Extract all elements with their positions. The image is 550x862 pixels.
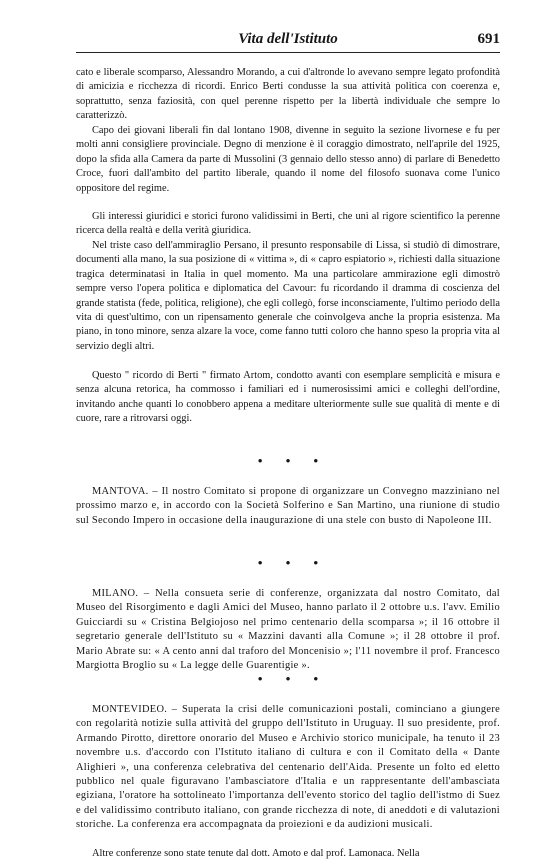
- section-separator: • • •: [257, 555, 329, 570]
- paragraph: cato e liberale scomparso, Alessandro Morando, a cui d'altronde lo avevano sempre legato profondità di amicizia e ricchezza di ricordi. Enrico Berti condusse la sua attività politica con coerenza e, soprattutto, senza faziosità, con quel perenne rispetto per la libertà individuale che sempre lo caratterizzò.: [76, 67, 500, 122]
- paragraph: Questo " ricordo di Berti " firmato Artom, condotto avanti con esemplare semplicità e misura e senza alcuna retorica, ha commosso i familiari ed i numerosissimi amici e colleghi dell'ordine, invitando anche quanti lo conobbero appena a meditare ulteriormente sulle sue qualità di mente e di cuore, rare a ritrovarsi oggi.: [76, 370, 500, 425]
- running-title: Vita dell'Istituto: [238, 31, 338, 47]
- paragraph: Nel triste caso dell'ammiraglio Persano, il presunto responsabile di Lissa, si studiò di dimostrare, documenti alla mano, la sua posizione di « vittima », di « capro espiatorio », richiesti dalla situazione tragica determinatasi in Italia in quel momento. Ma una particolare ammirazione egli dimostrò sempre verso l'opera politica e diplomatica del Cavour: fu ricordando il dramma di coscienza del grande statista (fede, politica, religione), che egli collegò, forse inconsciamente, l'ultimo periodo della vita di quest'ultimo, con un ripensamento generale che coinvolgeva anche la propria esistenza. Ma piano, in tono minore, senza alzare la voce, come fanno tutti coloro che hanno speso la propria vita al servizio degli altri.: [76, 240, 500, 352]
- section-mantova: MANTOVA. – Il nostro Comitato si propone di organizzare un Convegno mazziniano nel prossimo marzo e, in accordo con la Società Solferino e San Martino, una riunione di studio sul Secondo Impero in occasione della inaugurazione di una stele con busto di Napoleone III.: [76, 486, 500, 526]
- article-body: [76, 66, 500, 862]
- section-separator: • • •: [257, 671, 329, 686]
- page-header: [76, 30, 500, 53]
- section-montevideo: MONTEVIDEO. – Superata la crisi delle comunicazioni postali, cominciano a giungere con regolarità notizie sulla attività del gruppo dell'Istituto in Uruguay. Il suo presidente, prof. Armando Pirotto, direttore onorario del Museo e Archivio storico municipale, ha tenuto il 23 novembre u.s. d'accordo con l'Istituto italiano di cultura e con il Comitato della « Dante Alighieri », una conferenza celebrativa del centenario dell'Aida. Presente un folto ed eletto pubblico nel quale figuravano l'ambasciatore d'Italia e un rappresentante dell'ambasciata egiziana, l'oratore ha sottolineato l'importanza dell'evento storico del taglio dell'istmo di Suez e del validissimo contributo italiano, con grande ricchezza di note, di aneddoti e di valutazioni storiche. La conferenza era accompagnata da proiezioni e da audizioni musicali.: [76, 704, 500, 831]
- paragraph: Capo dei giovani liberali fin dal lontano 1908, divenne in seguito la sezione livornese e fu per molti anni consigliere provinciale. Degno di menzione è il coraggio dimostrato, nell'aprile del 1925, dopo la sfida alla Camera da parte di Mussolini (3 gennaio dello stesso anno) di parlare di Benedetto Croce, fuori dall'ambito del partito liberale, quando il nome del filosofo suonava come l'unico oppositore del regime.: [76, 125, 500, 194]
- paragraph: Altre conferenze sono state tenute dal dott. Amoto e dal prof. Lamonaca. Nella: [92, 848, 420, 859]
- paragraph: Gli interessi giuridici e storici furono validissimi in Berti, che unì al rigore scientifico la perenne ricerca della realtà e della verità giuridica.: [76, 211, 500, 237]
- section-milano: MILANO. – Nella consueta serie di conferenze, organizzata dal nostro Comitato, dal Museo del Risorgimento e dagli Amici del Museo, hanno parlato il 2 ottobre u.s. l'avv. Emilio Guicciardi su « Cristina Belgiojoso nel primo centenario della scomparsa »; il 16 ottobre il segretario generale dell'Istituto su « Mazzini davanti alla Comune »; il 28 ottobre il prof. Mario Abrate su: « A cento anni dal traforo del Moncenisio »; l'11 novembre il prof. Francesco Margiotta Broglio su « La legge delle Guarentigie ».: [76, 588, 500, 672]
- page-number: 691: [477, 31, 500, 47]
- section-separator: • • •: [257, 453, 329, 468]
